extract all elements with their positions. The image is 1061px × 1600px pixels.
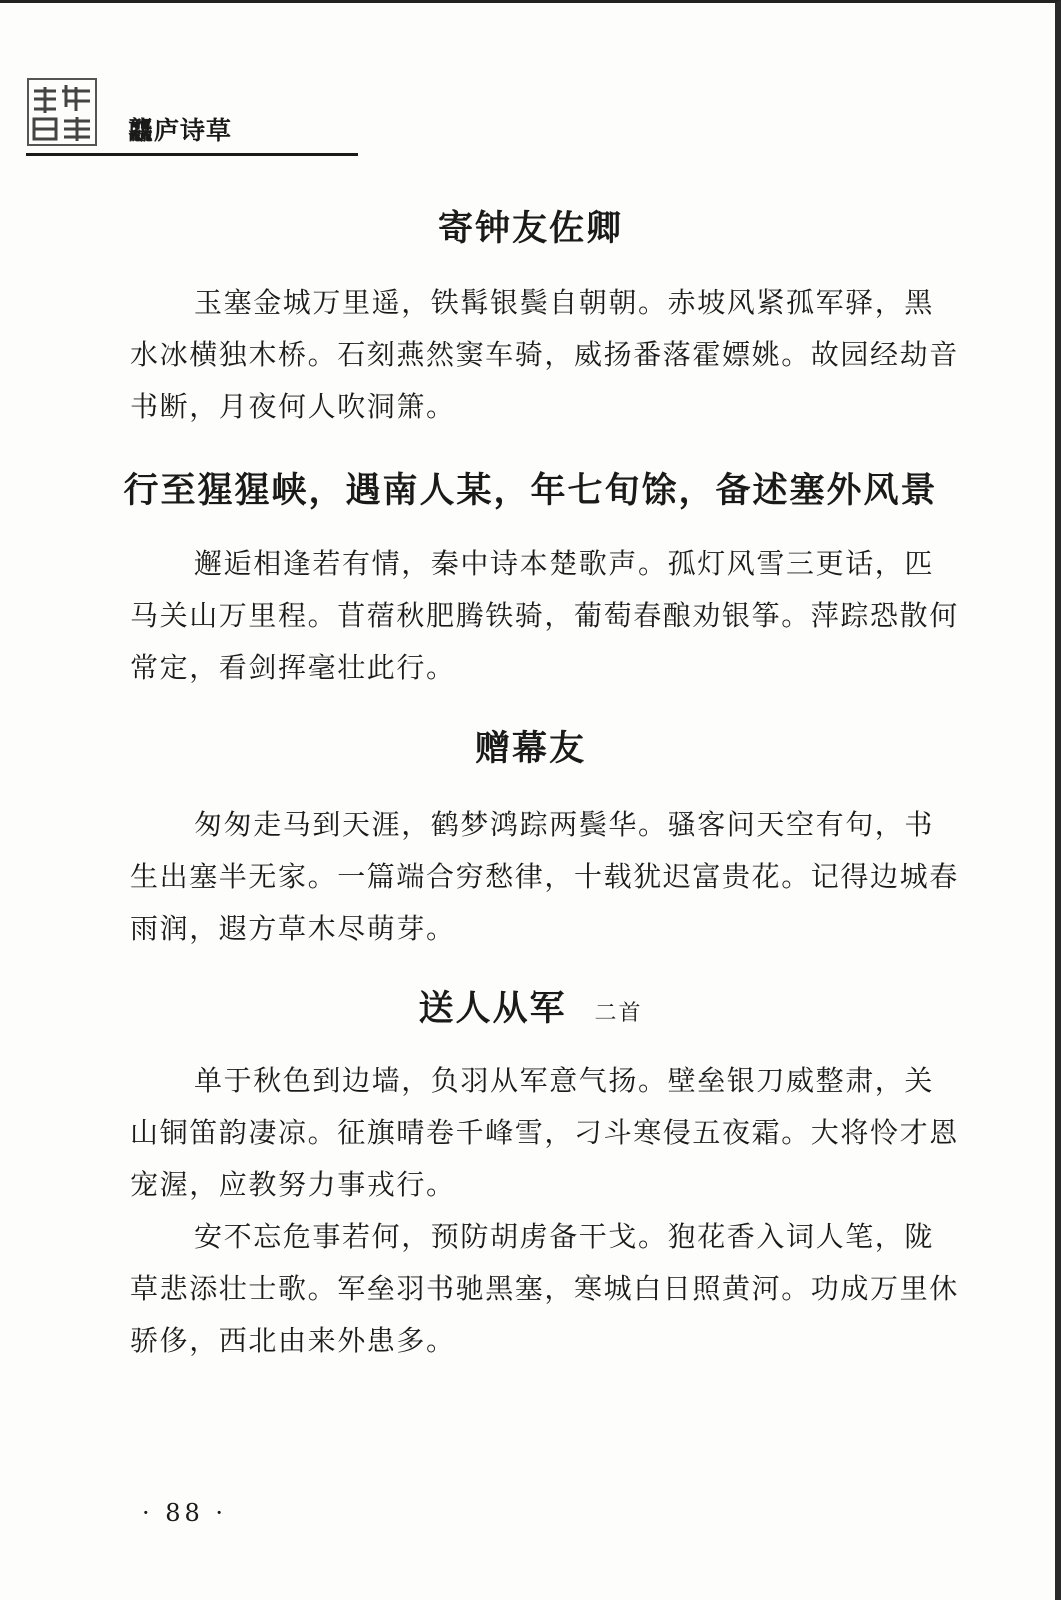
poem-title	[0, 981, 1061, 1031]
poem-body: 玉塞金城万里遥，铁髯银鬓自朝朝。赤坡风紧孤军驿，黑水冰横独木桥。石刻燕然窦车骑，威扬番落霍嫖姚。故园经劫音书断，月夜何人吹洞箫。	[130, 286, 959, 423]
poem-title	[0, 201, 1061, 251]
poem-body: 单于秋色到边墙，负羽从军意气扬。壁垒银刀威整肃，关山铜笛韵凄凉。征旗晴卷千峰雪，刁斗寒侵五夜霜。大将怜才恩宠渥，应教努力事戎行。	[130, 1064, 959, 1201]
poem-body: 匆匆走马到天涯，鹤梦鸿踪两鬓华。骚客问天空有句，书生出塞半无家。一篇端合穷愁律，十载犹迟富贵花。记得边城春雨润，遐方草木尽萌芽。	[130, 808, 959, 945]
poem-title-text: 赠幕友	[474, 729, 586, 769]
poem-title-text: 寄钟友佐卿	[437, 209, 623, 249]
poem-title	[0, 721, 1061, 771]
poem-title-note: 二首	[594, 1001, 643, 1026]
poem-title	[0, 463, 1061, 513]
poem-title-text: 送人从军	[418, 989, 567, 1029]
poem-title-text: 行至猩猩峡，遇南人某，年七旬馀，备述塞外风景	[123, 471, 938, 511]
running-head: 龘庐诗草	[128, 116, 233, 145]
page-number: · 88 ·	[142, 1499, 228, 1527]
header-rule	[26, 153, 358, 156]
poem-body: 邂逅相逢若有情，秦中诗本楚歌声。孤灯风雪三更话，匹马关山万里程。苜蓿秋肥腾铁骑，葡萄春酿劝银筝。萍踪恐散何常定，看剑挥毫壮此行。	[130, 547, 959, 684]
seal-stamp-icon	[26, 77, 98, 147]
poem-body: 安不忘危事若何，预防胡虏备干戈。狍花香入词人笔，陇草悲添壮士歌。军垒羽书驰黑塞，寒城白日照黄河。功成万里休骄侈，西北由来外患多。	[130, 1220, 959, 1357]
